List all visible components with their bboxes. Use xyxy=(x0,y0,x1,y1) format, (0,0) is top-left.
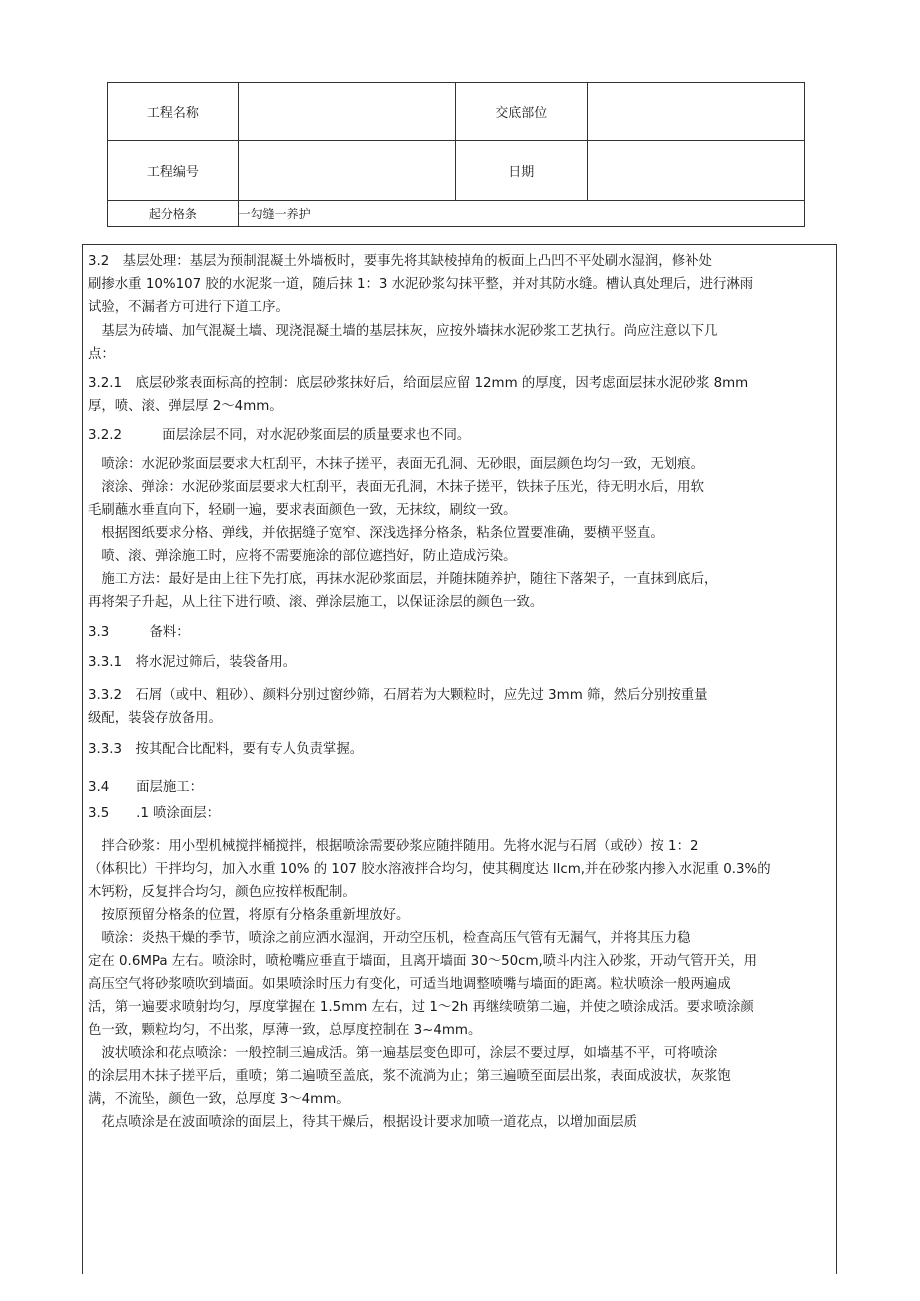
text-line: 级配，装袋存放备用。 xyxy=(88,711,222,726)
text-line: 根据图纸要求分格、弹线，并依据缝子宽窄、深浅选择分格条，粘条位置要准确，要横平竖直。 xyxy=(88,526,664,541)
text-line: 3.3.1 将水泥过筛后，装袋备用。 xyxy=(88,655,297,670)
project-no-value xyxy=(238,141,455,201)
project-name-value xyxy=(238,83,455,141)
project-name-label: 工程名称 xyxy=(108,83,239,141)
text-line: 喷涂：炎热干燥的季节，喷涂之前应洒水湿润，开动空压机，检查高压气管有无漏气，并将其压力稳 xyxy=(88,931,691,946)
scope-value: 一勾缝一养护 xyxy=(238,201,804,227)
text-line: 3.2.1 底层砂浆表面标高的控制：底层砂浆抹好后，给面层应留 12mm 的厚度，因考虑面层抹水泥砂浆 8mm xyxy=(88,376,749,391)
text-line: 色一致，颗粒均匀，不出浆，厚薄一致，总厚度控制在 3~4mm。 xyxy=(88,1023,482,1038)
text-line: 再将架子升起，从上往下进行喷、滚、弹涂层施工，以保证涂层的颜色一致。 xyxy=(88,595,544,610)
text-line: 3.2 基层处理：基层为预制混凝土外墙板时，要事先将其缺棱掉角的板面上凸凹不平处刷水湿润，修补处 xyxy=(88,254,712,269)
text-line: 按原预留分格条的位置，将原有分格条重新埋放好。 xyxy=(88,908,410,923)
handover-part-value xyxy=(587,83,804,141)
text-line: 3.2.2 面层涂层不同，对水泥砂浆面层的质量要求也不同。 xyxy=(88,428,471,443)
text-line: 活，第一遍要求喷射均匀，厚度掌握在 1.5mm 左右，过 1～2h 再继续喷第二遍，并使之喷涂成活。要求喷涂颜 xyxy=(88,1000,754,1015)
text-line: 满，不流坠，颜色一致，总厚度 3～4mm。 xyxy=(88,1092,350,1107)
text-line: 滚涂、弹涂：水泥砂浆面层要求大杠刮平，表面无孔洞，木抹子搓平，铁抹子压光，待无明水后，用软 xyxy=(88,480,704,495)
text-line: 波状喷涂和花点喷涂：一般控制三遍成活。第一遍基层变色即可，涂层不要过厚，如墙基不平，可将喷涂 xyxy=(88,1046,718,1061)
text-line: 试验，不漏者方可进行下道工序。 xyxy=(88,300,289,315)
text-line: 木钙粉，反复拌合均匀，颜色应按样板配制。 xyxy=(88,885,356,900)
text-line: 3.3 备料： xyxy=(88,625,190,640)
text-line: 刷掺水重 10%107 胶的水泥浆一道，随后抹 1：3 水泥砂浆勾抹平整，并对其防水缝。槽认真处理后，进行淋雨 xyxy=(88,277,754,292)
text-line: 喷涂：水泥砂浆面层要求大杠刮平，木抹子搓平，表面无孔洞、无砂眼，面层颜色均匀一致，无划痕。 xyxy=(88,457,704,472)
text-line: （体积比）干拌均匀，加入水重 10% 的 107 胶水溶液拌合均匀，使其稠度达 llcm,并在砂浆内掺入水泥重 0.3%的 xyxy=(88,862,771,877)
header-table xyxy=(107,82,805,227)
scope-label: 起分格条 xyxy=(108,201,239,227)
document-body xyxy=(82,244,837,1274)
text-line: 毛刷蘸水垂直向下，轻刷一遍，要求表面颜色一致，无抹纹，刷纹一致。 xyxy=(88,503,517,518)
text-line: 花点喷涂是在波面喷涂的面层上，待其干燥后，根据设计要求加喷一道花点，以增加面层质 xyxy=(88,1115,638,1130)
text-line: 3.5 .1 喷涂面层： xyxy=(88,806,221,821)
text-line: 厚，喷、滚、弹层厚 2～4mm。 xyxy=(88,399,283,414)
text-line: 3.4 面层施工： xyxy=(88,780,204,795)
text-line: 的涂层用木抹子搓平后，重喷；第二遍喷至盖底，浆不流淌为止；第三遍喷至面层出浆，表面成波状，灰浆饱 xyxy=(88,1069,731,1084)
handover-part-label: 交底部位 xyxy=(455,83,587,141)
project-no-label: 工程编号 xyxy=(108,141,239,201)
text-line: 高压空气将砂浆喷吹到墙面。如果喷涂时压力有变化，可适当地调整喷嘴与墙面的距离。粒状喷涂一般两遍成 xyxy=(88,977,731,992)
text-line: 3.3.3 按其配合比配料，要有专人负责掌握。 xyxy=(88,742,364,757)
date-label: 日期 xyxy=(455,141,587,201)
text-line: 施工方法：最好是由上往下先打底，再抹水泥砂浆面层，并随抹随养护，随往下落架子，一直抹到底后， xyxy=(88,572,718,587)
text-line: 拌合砂浆：用小型机械搅拌桶搅拌，根据喷涂需要砂浆应随拌随用。先将水泥与石屑（或砂）按 1：2 xyxy=(88,839,699,854)
text-line: 3.3.2 石屑（或中、粗砂）、颜料分别过窗纱筛，石屑若为大颗粒时，应先过 3mm 筛，然后分别按重量 xyxy=(88,688,708,703)
text-line: 点： xyxy=(88,347,115,362)
date-value xyxy=(587,141,804,201)
text-line: 喷、滚、弹涂施工时，应将不需要施涂的部位遮挡好，防止造成污染。 xyxy=(88,549,517,564)
text-line: 基层为砖墙、加气混凝土墙、现浇混凝土墙的基层抹灰，应按外墙抹水泥砂浆工艺执行。尚应注意以下几 xyxy=(88,324,718,339)
text-line: 定在 0.6MPa 左右。喷涂时，喷枪嘴应垂直于墙面，且离开墙面 30～50cm,喷斗内注入砂浆，开动气管开关，用 xyxy=(88,954,758,969)
